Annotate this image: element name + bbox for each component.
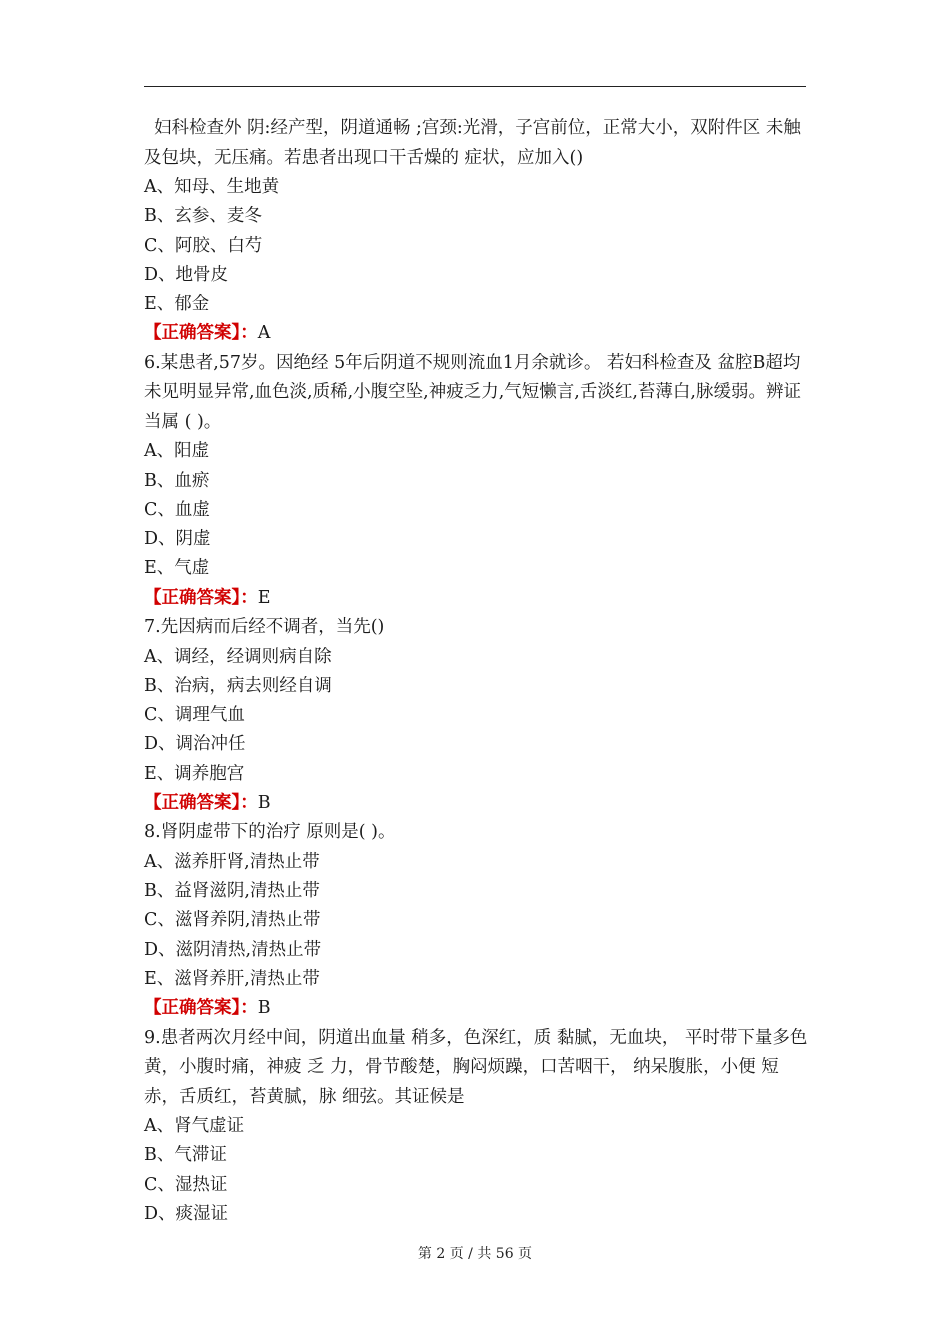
option: B、气滞证 [144, 1145, 227, 1166]
question-7-text: 7.先因病而后经不调者，当先() [144, 617, 385, 638]
answer-label: 【正确答案】： [144, 793, 258, 814]
question-intro-text: 妇科检查外 阴:经产型，阴道通畅 ;宫颈:光滑，子宫前位，正常大小，双附件区 未触及包块，无压痛。若患者出现口干舌燥的 症状，应加入() [144, 118, 801, 168]
page-content [144, 114, 808, 1229]
option: D、痰湿证 [144, 1204, 229, 1225]
answer-line [144, 789, 808, 818]
option: E、气虚 [144, 558, 210, 579]
option: B、玄参、麦冬 [144, 206, 262, 227]
option: A、肾气虚证 [144, 1116, 245, 1137]
option: B、治病，病去则经自调 [144, 675, 332, 696]
option: C、阿胶、白芍 [144, 235, 263, 256]
answer-value: B [257, 793, 271, 814]
option: D、阴虚 [144, 529, 211, 550]
question-8-text: 8.肾阴虚带下的治疗 原则是( )。 [144, 822, 396, 843]
option: D、地骨皮 [144, 264, 229, 285]
option: A、调经，经调则病自除 [144, 646, 332, 667]
option: C、湿热证 [144, 1174, 228, 1195]
option: A、知母、生地黄 [144, 177, 280, 197]
option: C、滋肾养阴,清热止带 [144, 910, 321, 931]
header-rule [144, 86, 806, 87]
question-9-text: 9.患者两次月经中间，阴道出血量 稍多，色深红，质 黏腻，无血块， 平时带下量多色黄，小腹时痛，神疲 乏 力，骨节酸楚，胸闷烦躁，口苦咽干， 纳呆腹胀，小便 短赤，舌质红，苔黄腻，脉 细弦。其证候是 [144, 1027, 808, 1107]
answer-label: 【正确答案】： [144, 587, 258, 608]
option: E、调养胞宫 [144, 763, 245, 784]
answer-value: E [257, 587, 271, 608]
answer-value: B [257, 998, 271, 1019]
option: C、血虚 [144, 499, 210, 520]
option: B、益肾滋阴,清热止带 [144, 881, 320, 902]
option: A、阳虚 [144, 441, 210, 462]
option: B、血瘀 [144, 470, 210, 491]
option: D、滋阴清热,清热止带 [144, 939, 322, 960]
answer-line [144, 584, 808, 613]
page-footer: 第 2 页 / 共 56 页 [417, 1246, 533, 1262]
option: E、郁金 [144, 294, 210, 315]
question-6-text: 6.某患者,57岁。因绝经 5年后阴道不规则流血1月余就诊。 若妇科检查及 盆腔B超均未见明显异常,血色淡,质稀,小腹空坠,神疲乏力,气短懒言,舌淡红,苔薄白,脉缓弱。辨证当属 ( )。 [144, 352, 801, 432]
option: A、滋养肝肾,清热止带 [144, 851, 320, 872]
answer-label: 【正确答案】： [144, 998, 258, 1019]
answer-line [144, 319, 808, 348]
answer-line [144, 994, 808, 1023]
answer-value: A [257, 323, 271, 344]
option: E、滋肾养肝,清热止带 [144, 969, 320, 990]
answer-label: 【正确答案】： [144, 323, 258, 344]
option: D、调治冲任 [144, 734, 246, 755]
option: C、调理气血 [144, 705, 245, 726]
